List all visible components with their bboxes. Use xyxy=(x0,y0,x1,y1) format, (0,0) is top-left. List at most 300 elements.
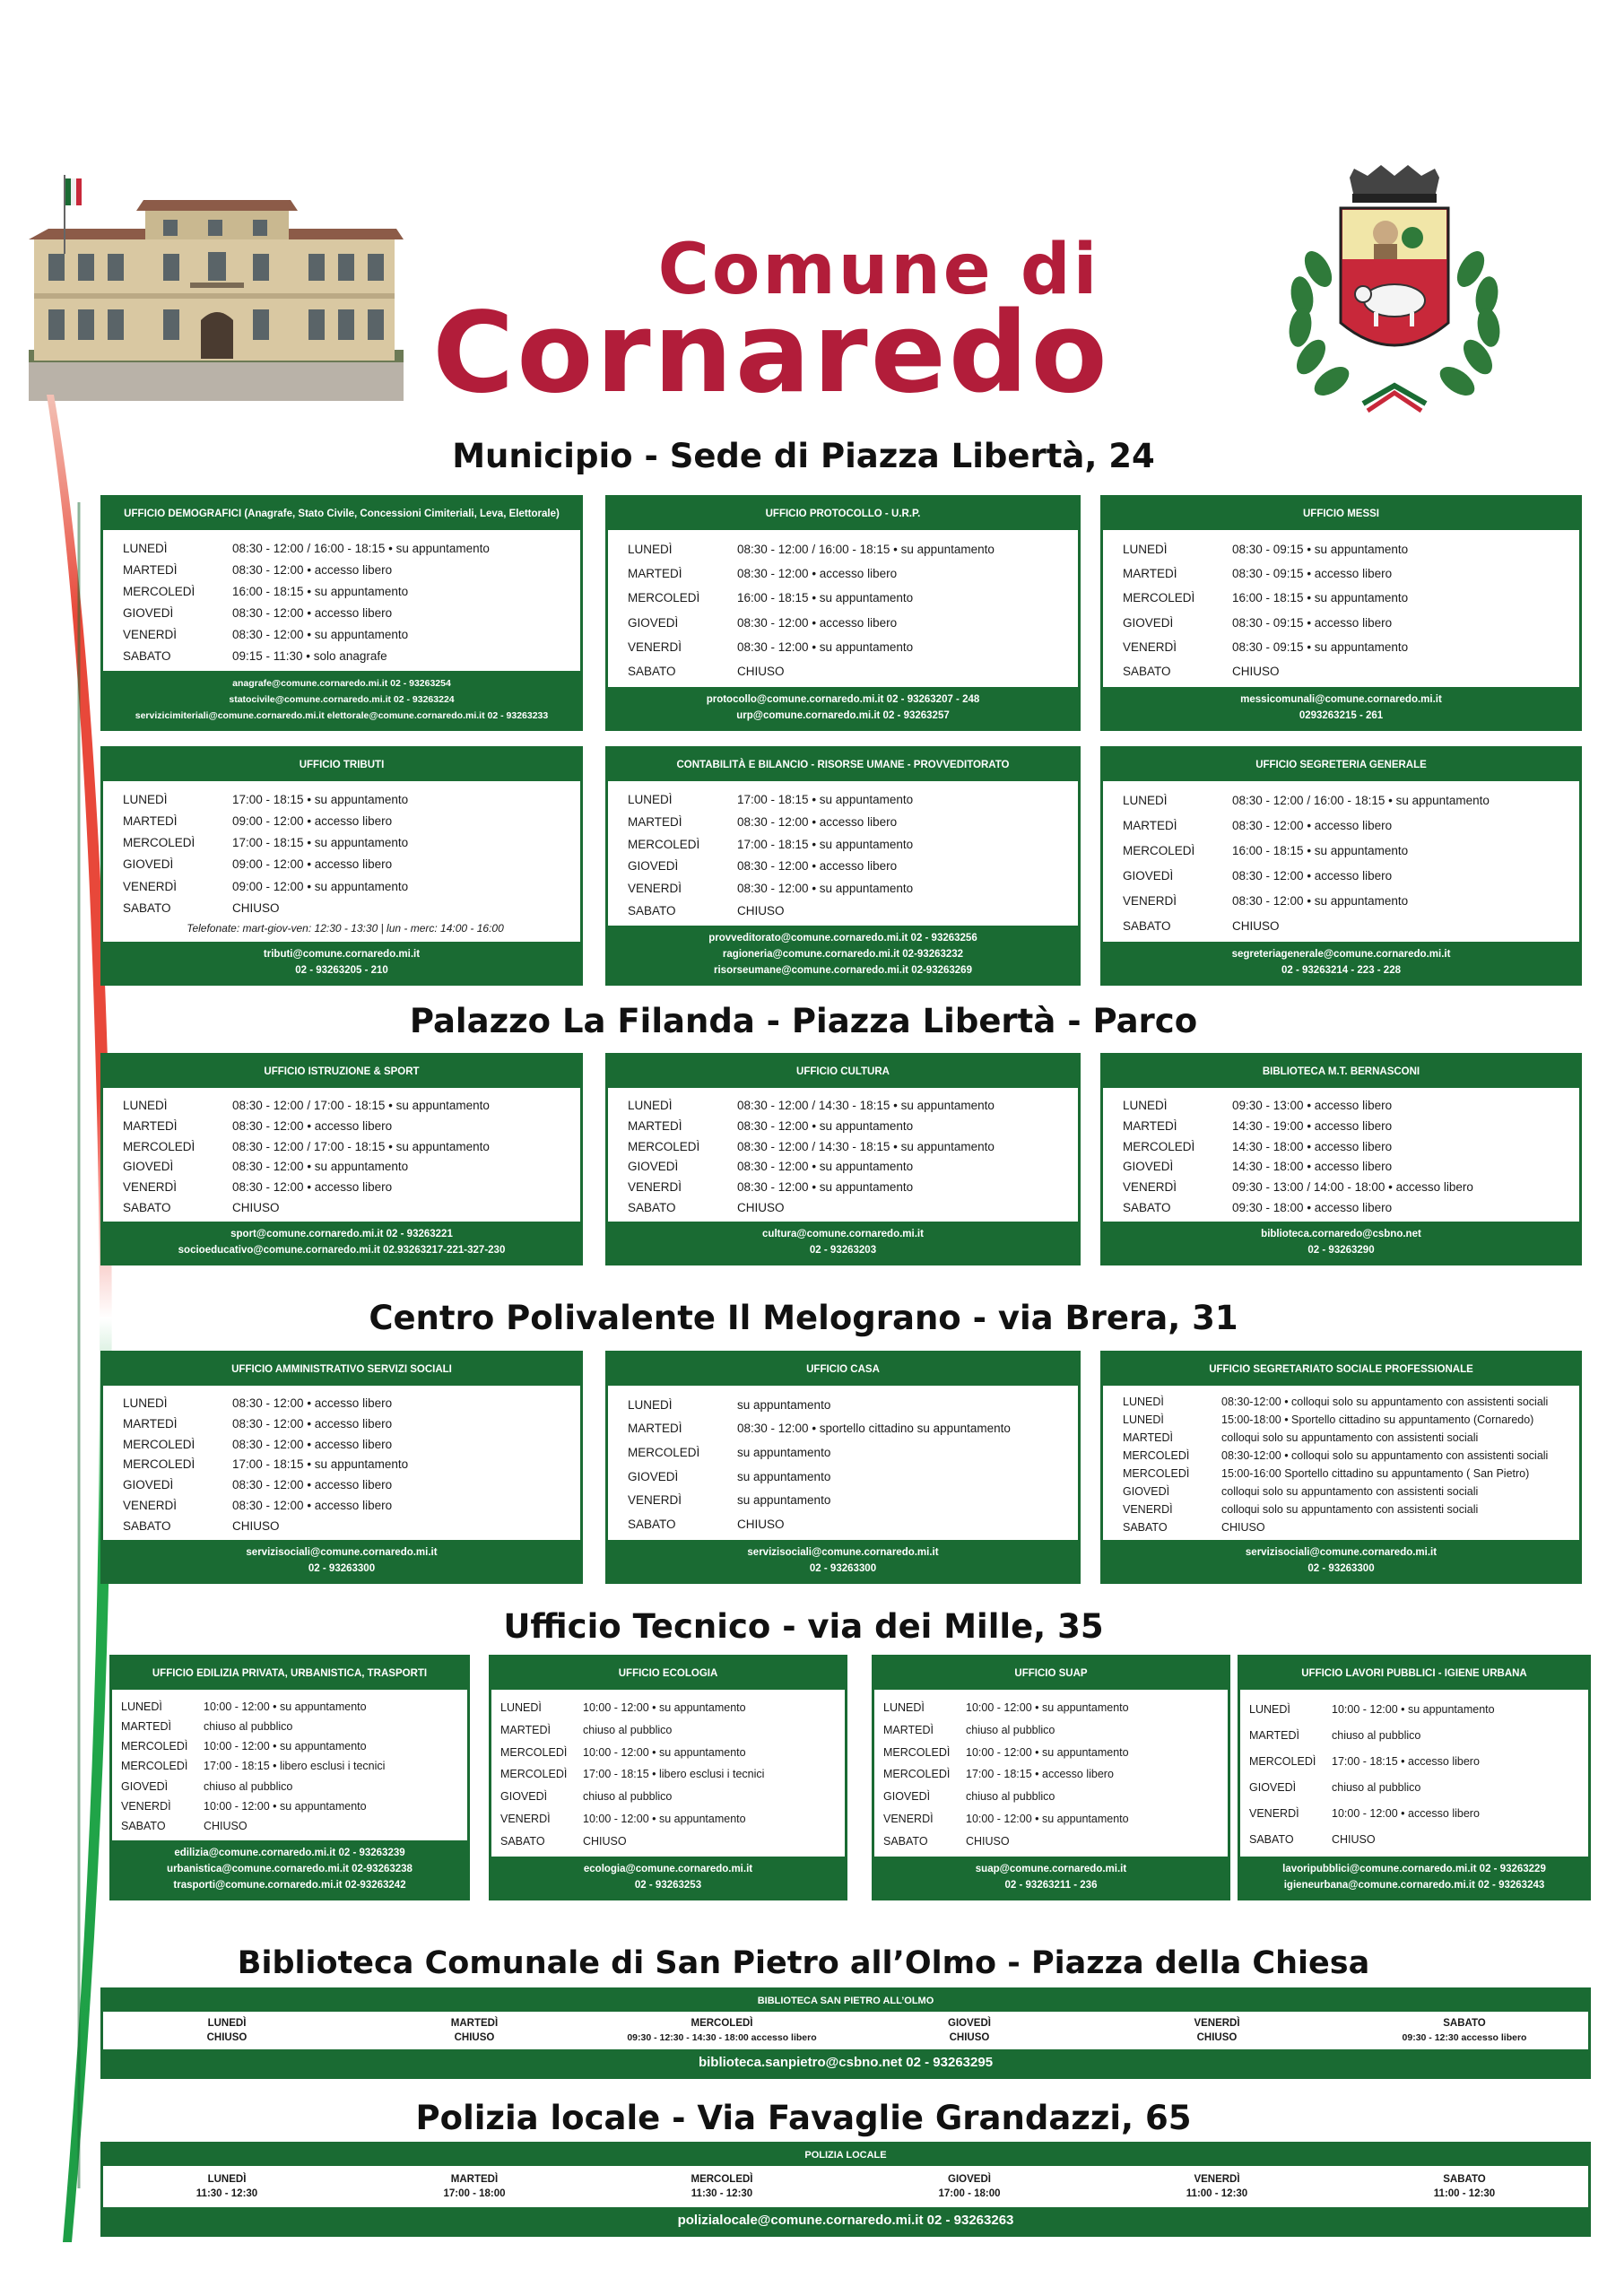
day-label: GIOVEDÌ xyxy=(1123,1484,1170,1498)
day-label: MERCOLEDÌ xyxy=(1123,591,1195,605)
day-hours: chiuso al pubblico xyxy=(966,1790,1055,1804)
schedule-row xyxy=(628,1492,1065,1508)
office-schedule xyxy=(608,1088,1078,1222)
day-label: MERCOLEDÌ xyxy=(123,1139,195,1153)
schedule-row xyxy=(123,1437,568,1452)
day-hours: 09:00 - 12:00 • accesso libero xyxy=(232,857,393,872)
schedule-row xyxy=(628,1517,1065,1532)
week-day-label: MARTEDÌ xyxy=(450,2174,499,2185)
day-hours: 08:30 - 12:00 • accesso libero xyxy=(737,567,898,581)
day-hours: 08:30 - 12:00 / 16:00 - 18:15 • su appuntamento xyxy=(232,541,490,555)
schedule-row xyxy=(1123,918,1567,934)
day-label: VENERDÌ xyxy=(883,1813,934,1826)
day-label: GIOVEDÌ xyxy=(121,1779,169,1793)
contact-line: risorseumane@comune.cornaredo.mi.it 02-93263269 xyxy=(714,965,972,976)
day-label: LUNEDÌ xyxy=(123,541,168,555)
day-label: VENERDÌ xyxy=(1123,1180,1177,1195)
schedule-row xyxy=(628,1139,1065,1154)
office-contacts xyxy=(1103,1222,1579,1263)
contact-line: 02 - 93263205 - 210 xyxy=(295,965,388,976)
schedule-row xyxy=(1123,1466,1567,1482)
contact-line: socioeducativo@comune.cornaredo.mi.it 02.93263217-221-327-230 xyxy=(178,1245,506,1256)
schedule-row xyxy=(121,1719,462,1735)
office-contacts xyxy=(1240,1857,1588,1898)
day-hours: chiuso al pubblico xyxy=(1332,1781,1421,1794)
day-hours: 10:00 - 12:00 • su appuntamento xyxy=(204,1700,367,1713)
day-label: LUNEDÌ xyxy=(500,1700,542,1714)
day-hours: 08:30 - 12:00 • accesso libero xyxy=(737,814,898,829)
office-edilizia-box xyxy=(109,1655,470,1900)
day-label: MERCOLEDÌ xyxy=(500,1745,568,1759)
day-hours: 08:30 - 12:00 • accesso libero xyxy=(1232,819,1393,833)
office-segreteria-box xyxy=(1100,746,1582,986)
week-day xyxy=(1093,2016,1341,2045)
schedule-row xyxy=(628,1421,1065,1436)
schedule-row xyxy=(123,1179,568,1195)
day-hours: 16:00 - 18:15 • su appuntamento xyxy=(1232,591,1409,605)
schedule-row xyxy=(123,813,568,829)
schedule-row xyxy=(123,1518,568,1534)
schedule-row xyxy=(628,1159,1065,1174)
biblioteca-san-pietro-box xyxy=(100,1987,1591,2079)
schedule-row xyxy=(1249,1702,1583,1718)
contact-line: provveditorato@comune.cornaredo.mi.it 02 - 93263256 xyxy=(708,933,977,944)
day-hours: su appuntamento xyxy=(737,1469,831,1483)
day-label: LUNEDÌ xyxy=(883,1700,925,1714)
schedule-row xyxy=(123,1396,568,1411)
day-label: GIOVEDÌ xyxy=(628,1469,679,1483)
schedule-row xyxy=(500,1812,839,1827)
day-hours: 08:30 - 12:00 • su appuntamento xyxy=(737,882,914,896)
day-hours: 17:00 - 18:15 • su appuntamento xyxy=(232,792,409,806)
contact-line: urp@comune.cornaredo.mi.it 02 - 93263257 xyxy=(736,710,950,721)
day-label: SABATO xyxy=(1249,1833,1294,1846)
week-day-label: MERCOLEDÌ xyxy=(691,2018,753,2029)
schedule-row xyxy=(883,1789,1222,1805)
office-contacts xyxy=(1103,687,1579,728)
office-schedule xyxy=(608,530,1078,687)
office-title: UFFICIO SEGRETARIATO SOCIALE PROFESSIONALE xyxy=(1103,1353,1579,1386)
office-tributi-box xyxy=(100,746,583,986)
schedule-row xyxy=(628,566,1065,581)
polizia-locale-title: POLIZIA LOCALE xyxy=(103,2144,1588,2166)
contact-line: ecologia@comune.cornaredo.mi.it xyxy=(583,1864,753,1874)
week-day xyxy=(598,2172,846,2201)
week-day-hours: CHIUSO xyxy=(206,2032,248,2043)
office-contacts xyxy=(608,1222,1078,1263)
schedule-row xyxy=(628,1098,1065,1113)
schedule-row xyxy=(628,903,1065,918)
day-label: MERCOLEDÌ xyxy=(1249,1755,1316,1768)
day-label: MERCOLEDÌ xyxy=(121,1740,188,1753)
day-hours: 09:30 - 13:00 / 14:00 - 18:00 • accesso libero xyxy=(1232,1180,1473,1195)
day-label: LUNEDÌ xyxy=(1123,794,1168,808)
schedule-row xyxy=(123,1159,568,1174)
day-label: SABATO xyxy=(1123,1520,1168,1534)
office-contabilita-box xyxy=(605,746,1081,986)
day-hours: chiuso al pubblico xyxy=(204,1719,293,1733)
day-label: SABATO xyxy=(123,649,171,664)
week-day xyxy=(1341,2172,1588,2201)
day-hours: 08:30 - 12:00 • su appuntamento xyxy=(737,639,914,654)
day-hours: 08:30 - 12:00 • su appuntamento xyxy=(232,628,409,642)
section-municipio-heading: Municipio - Sede di Piazza Libertà, 24 xyxy=(452,437,1155,475)
schedule-row xyxy=(628,792,1065,807)
schedule-row xyxy=(883,1834,1222,1849)
office-contacts xyxy=(103,671,580,728)
day-label: LUNEDÌ xyxy=(1249,1703,1290,1716)
office-schedule xyxy=(608,1386,1078,1540)
office-title: CONTABILITÀ E BILANCIO - RISORSE UMANE - PROVVEDITORATO xyxy=(608,749,1078,781)
schedule-row xyxy=(1123,664,1567,679)
office-messi-box xyxy=(1100,495,1582,731)
day-hours: 10:00 - 12:00 • su appuntamento xyxy=(204,1740,367,1753)
day-label: SABATO xyxy=(628,664,676,678)
contact-line: ragioneria@comune.cornaredo.mi.it 02-93263232 xyxy=(722,949,964,960)
day-hours: 10:00 - 12:00 • su appuntamento xyxy=(204,1800,367,1813)
schedule-row xyxy=(123,1139,568,1154)
week-day-label: LUNEDÌ xyxy=(207,2174,247,2185)
contact-line: tributi@comune.cornaredo.mi.it xyxy=(263,949,421,960)
day-label: LUNEDÌ xyxy=(123,792,168,806)
day-hours: 08:30 - 12:00 / 17:00 - 18:15 • su appuntamento xyxy=(232,1098,490,1112)
office-cultura-box xyxy=(605,1053,1081,1265)
schedule-row xyxy=(1123,893,1567,909)
day-hours: 08:30 - 09:15 • su appuntamento xyxy=(1232,543,1409,557)
day-hours: chiuso al pubblico xyxy=(966,1723,1055,1736)
day-hours: 08:30 - 12:00 • accesso libero xyxy=(232,562,393,577)
day-hours: 17:00 - 18:15 • su appuntamento xyxy=(737,837,914,851)
day-hours: 10:00 - 12:00 • su appuntamento xyxy=(966,1745,1129,1759)
schedule-row xyxy=(1123,566,1567,581)
day-hours: 10:00 - 12:00 • su appuntamento xyxy=(1332,1703,1495,1716)
biblioteca-san-pietro-title: BIBLIOTECA SAN PIETRO ALL’OLMO xyxy=(103,1990,1588,2012)
schedule-row xyxy=(500,1745,839,1761)
week-day-hours: 11:30 - 12:30 xyxy=(195,2188,258,2199)
day-hours: 08:30 - 09:15 • su appuntamento xyxy=(1232,639,1409,654)
day-label: MERCOLEDÌ xyxy=(123,836,195,850)
schedule-row xyxy=(883,1723,1222,1738)
section-melograno-heading: Centro Polivalente Il Melograno - via Brera, 31 xyxy=(369,1299,1238,1337)
contact-line: anagrafe@comune.cornaredo.mi.it 02 - 93263254 xyxy=(232,678,451,689)
day-label: MARTEDÌ xyxy=(500,1723,552,1736)
schedule-row xyxy=(1123,843,1567,858)
day-label: LUNEDÌ xyxy=(1123,543,1168,557)
day-label: LUNEDÌ xyxy=(1123,1413,1164,1426)
schedule-row xyxy=(1123,1395,1567,1410)
day-label: SABATO xyxy=(123,1518,171,1533)
day-label: MARTEDÌ xyxy=(1123,819,1177,833)
contact-line: cultura@comune.cornaredo.mi.it xyxy=(762,1229,924,1239)
schedule-row xyxy=(628,590,1065,605)
schedule-row xyxy=(628,881,1065,896)
day-hours: 08:30 - 12:00 • su appuntamento xyxy=(737,1160,914,1174)
day-label: VENERDÌ xyxy=(121,1800,171,1813)
day-label: GIOVEDÌ xyxy=(500,1790,548,1804)
day-hours: 08:30 - 12:00 • accesso libero xyxy=(232,1499,393,1513)
contact-line: protocollo@comune.cornaredo.mi.it 02 - 93263207 - 248 xyxy=(706,694,980,705)
day-hours: CHIUSO xyxy=(204,1820,248,1833)
day-hours: 08:30 - 12:00 • accesso libero xyxy=(232,1416,393,1431)
contact-line: 02 - 93263300 xyxy=(809,1563,877,1574)
day-label: GIOVEDÌ xyxy=(628,1160,679,1174)
day-label: MARTEDÌ xyxy=(628,567,682,581)
schedule-row xyxy=(1123,1484,1567,1500)
office-title: UFFICIO SEGRETERIA GENERALE xyxy=(1103,749,1579,781)
schedule-row xyxy=(500,1700,839,1716)
day-label: VENERDÌ xyxy=(500,1813,551,1826)
contact-line: 02 - 93263203 xyxy=(809,1245,877,1256)
schedule-row xyxy=(123,605,568,621)
office-schedule xyxy=(112,1690,467,1840)
day-label: MERCOLEDÌ xyxy=(123,1437,195,1451)
schedule-row xyxy=(1123,1159,1567,1174)
day-label: LUNEDÌ xyxy=(1123,1395,1164,1408)
day-label: LUNEDÌ xyxy=(121,1700,162,1713)
schedule-row xyxy=(1249,1832,1583,1848)
day-hours: chiuso al pubblico xyxy=(204,1779,293,1793)
town-hall-photo xyxy=(29,175,404,401)
title-line-2: Cornaredo xyxy=(432,289,1110,418)
office-contacts xyxy=(1103,1540,1579,1581)
office-segretariato-sociale-box xyxy=(1100,1351,1582,1584)
day-label: LUNEDÌ xyxy=(628,543,673,557)
day-hours: 10:00 - 12:00 • accesso libero xyxy=(1332,1807,1480,1820)
week-day xyxy=(598,2016,846,2045)
day-hours: CHIUSO xyxy=(232,1518,280,1533)
day-hours: 08:30 - 12:00 / 16:00 - 18:15 • su appuntamento xyxy=(1232,794,1490,808)
day-label: SABATO xyxy=(1123,918,1171,933)
schedule-row xyxy=(1123,639,1567,655)
day-hours: 08:30 - 12:00 • accesso libero xyxy=(232,1478,393,1492)
week-day xyxy=(103,2172,351,2201)
schedule-row xyxy=(1123,793,1567,808)
day-hours: 16:00 - 18:15 • su appuntamento xyxy=(232,584,409,598)
day-label: VENERDÌ xyxy=(1123,893,1177,908)
day-label: LUNEDÌ xyxy=(1123,1098,1168,1112)
day-label: LUNEDÌ xyxy=(123,1396,168,1410)
day-label: GIOVEDÌ xyxy=(1123,1160,1174,1174)
schedule-row xyxy=(500,1789,839,1805)
office-contacts xyxy=(608,687,1078,728)
day-label: MERCOLEDÌ xyxy=(123,1457,195,1472)
day-hours: 08:30 - 12:00 / 14:30 - 18:15 • su appuntamento xyxy=(737,1098,995,1112)
day-label: SABATO xyxy=(500,1834,545,1848)
office-title: UFFICIO ISTRUZIONE & SPORT xyxy=(103,1056,580,1088)
day-hours: 17:00 - 18:15 • accesso libero xyxy=(1332,1755,1480,1768)
schedule-row xyxy=(628,615,1065,631)
schedule-row xyxy=(123,879,568,894)
day-hours: 14:30 - 18:00 • accesso libero xyxy=(1232,1139,1393,1153)
day-hours: 08:30 - 12:00 • accesso libero xyxy=(232,1180,393,1195)
day-label: VENERDÌ xyxy=(123,628,178,642)
office-suap-box xyxy=(872,1655,1230,1900)
day-label: SABATO xyxy=(121,1820,166,1833)
day-label: SABATO xyxy=(628,1201,676,1215)
contact-line: segreteriagenerale@comune.cornaredo.mi.it xyxy=(1231,949,1451,960)
schedule-row xyxy=(628,1445,1065,1460)
day-hours: 08:30 - 12:00 • sportello cittadino su appuntamento xyxy=(737,1422,1011,1436)
office-schedule xyxy=(1103,781,1579,942)
day-hours: 14:30 - 19:00 • accesso libero xyxy=(1232,1118,1393,1133)
schedule-row xyxy=(1123,1431,1567,1446)
office-schedule xyxy=(1103,530,1579,687)
day-label: GIOVEDÌ xyxy=(123,1160,174,1174)
day-label: SABATO xyxy=(123,1201,171,1215)
schedule-row xyxy=(123,584,568,599)
day-label: SABATO xyxy=(883,1834,928,1848)
schedule-row xyxy=(883,1812,1222,1827)
schedule-row xyxy=(500,1723,839,1738)
office-title: UFFICIO CULTURA xyxy=(608,1056,1078,1088)
day-label: LUNEDÌ xyxy=(123,1098,168,1112)
contact-line: urbanistica@comune.cornaredo.mi.it 02-93263238 xyxy=(167,1864,413,1874)
schedule-row xyxy=(1123,542,1567,557)
week-day-label: SABATO xyxy=(1443,2018,1486,2029)
office-contacts xyxy=(103,1540,580,1581)
day-label: MARTEDÌ xyxy=(123,1118,178,1133)
schedule-row xyxy=(1123,1200,1567,1215)
day-hours: 09:00 - 12:00 • accesso libero xyxy=(232,813,393,828)
day-label: MERCOLEDÌ xyxy=(628,1446,700,1460)
day-hours: 08:30 - 12:00 • accesso libero xyxy=(232,1118,393,1133)
day-label: VENERDÌ xyxy=(123,1180,178,1195)
schedule-row xyxy=(121,1700,462,1715)
day-label: MERCOLEDÌ xyxy=(500,1768,568,1781)
day-hours: 10:00 - 12:00 • su appuntamento xyxy=(966,1813,1129,1826)
day-hours: CHIUSO xyxy=(232,1201,280,1215)
week-day-hours: 11:00 - 12:30 xyxy=(1186,2188,1248,2199)
contact-line: sport@comune.cornaredo.mi.it 02 - 93263221 xyxy=(230,1229,453,1239)
office-biblioteca-bernasconi-box xyxy=(1100,1053,1582,1265)
schedule-row xyxy=(1123,1098,1567,1113)
polizia-locale-box xyxy=(100,2142,1591,2237)
contact-line: servizisociali@comune.cornaredo.mi.it xyxy=(1245,1547,1438,1558)
day-label: VENERDÌ xyxy=(628,882,682,896)
week-day-hours: 09:30 - 12:30 accesso libero xyxy=(1402,2032,1527,2043)
office-contacts xyxy=(112,1840,467,1898)
schedule-row xyxy=(123,1200,568,1215)
day-hours: 10:00 - 12:00 • su appuntamento xyxy=(583,1813,746,1826)
day-label: MARTEDÌ xyxy=(1249,1729,1300,1742)
schedule-row xyxy=(1123,1139,1567,1154)
biblioteca-san-pietro-contact: biblioteca.sanpietro@csbno.net 02 - 93263295 xyxy=(103,2049,1588,2076)
day-hours: CHIUSO xyxy=(1332,1833,1376,1846)
contact-line: edilizia@comune.cornaredo.mi.it 02 - 93263239 xyxy=(174,1848,405,1858)
day-hours: colloqui solo su appuntamento con assistenti sociali xyxy=(1221,1431,1479,1444)
office-protocollo-box xyxy=(605,495,1081,731)
schedule-row xyxy=(123,1477,568,1492)
day-label: MERCOLEDÌ xyxy=(883,1768,951,1781)
day-hours: 08:30 - 12:00 • su appuntamento xyxy=(232,1160,409,1174)
day-label: MARTEDÌ xyxy=(628,1422,682,1436)
contact-line: servizisociali@comune.cornaredo.mi.it xyxy=(246,1547,438,1558)
schedule-row xyxy=(883,1745,1222,1761)
office-title: UFFICIO LAVORI PUBBLICI - IGIENE URBANA xyxy=(1240,1657,1588,1690)
day-hours: 16:00 - 18:15 • su appuntamento xyxy=(1232,844,1409,858)
contact-line: 02 - 93263300 xyxy=(308,1563,376,1574)
schedule-row xyxy=(123,1118,568,1134)
schedule-row xyxy=(1123,868,1567,883)
contact-line: statocivile@comune.cornaredo.mi.it 02 - 93263224 xyxy=(229,694,455,705)
office-schedule xyxy=(103,1386,580,1540)
schedule-row xyxy=(123,1416,568,1431)
office-istruzione-box xyxy=(100,1053,583,1265)
schedule-row xyxy=(121,1759,462,1774)
office-contacts xyxy=(608,926,1078,983)
day-label: MARTEDÌ xyxy=(123,813,178,828)
contact-line: lavoripubblici@comune.cornaredo.mi.it 02 - 93263229 xyxy=(1282,1864,1546,1874)
contact-line: igieneurbana@comune.cornaredo.mi.it 02 - 93263243 xyxy=(1283,1880,1545,1891)
day-hours: 17:00 - 18:15 • accesso libero xyxy=(966,1768,1114,1781)
office-title: BIBLIOTECA M.T. BERNASCONI xyxy=(1103,1056,1579,1088)
schedule-row xyxy=(1123,1179,1567,1195)
schedule-row xyxy=(1123,590,1567,605)
coat-of-arms-icon xyxy=(1255,161,1533,430)
contact-line: servizisociali@comune.cornaredo.mi.it xyxy=(747,1547,939,1558)
week-day xyxy=(351,2016,598,2045)
day-hours: 08:30 - 12:00 • accesso libero xyxy=(232,1437,393,1451)
schedule-row xyxy=(123,792,568,807)
day-hours: 08:30 - 09:15 • accesso libero xyxy=(1232,567,1393,581)
office-title: UFFICIO ECOLOGIA xyxy=(491,1657,845,1690)
day-hours: 09:30 - 13:00 • accesso libero xyxy=(1232,1098,1393,1112)
day-hours: 08:30 - 12:00 • accesso libero xyxy=(737,615,898,630)
office-schedule xyxy=(1103,1386,1579,1540)
contact-line: 02 - 93263253 xyxy=(634,1880,702,1891)
schedule-row xyxy=(500,1767,839,1782)
week-day-label: LUNEDÌ xyxy=(207,2018,247,2029)
schedule-row xyxy=(500,1834,839,1849)
day-hours: 14:30 - 18:00 • accesso libero xyxy=(1232,1160,1393,1174)
schedule-row xyxy=(123,857,568,872)
day-label: MARTEDÌ xyxy=(123,562,178,577)
week-day-label: GIOVEDÌ xyxy=(948,2018,991,2029)
section-biblioteca-sp-heading: Biblioteca Comunale di San Pietro all’Olmo - Piazza della Chiesa xyxy=(237,1945,1370,1981)
schedule-row xyxy=(123,900,568,916)
day-label: MERCOLEDÌ xyxy=(628,837,700,851)
day-hours: 10:00 - 12:00 • su appuntamento xyxy=(966,1700,1129,1714)
day-hours: CHIUSO xyxy=(583,1834,627,1848)
day-label: MERCOLEDÌ xyxy=(628,591,700,605)
day-label: MERCOLEDÌ xyxy=(1123,844,1195,858)
schedule-row xyxy=(1123,1413,1567,1428)
schedule-row xyxy=(628,814,1065,830)
office-title: UFFICIO PROTOCOLLO - U.R.P. xyxy=(608,498,1078,530)
schedule-row xyxy=(628,664,1065,679)
day-label: MERCOLEDÌ xyxy=(123,584,195,598)
day-hours: 08:30-12:00 • colloqui solo su appuntamento con assistenti sociali xyxy=(1221,1395,1549,1408)
week-day-hours: CHIUSO xyxy=(454,2032,495,2043)
week-day xyxy=(846,2016,1093,2045)
schedule-row xyxy=(123,541,568,556)
schedule-row xyxy=(1249,1780,1583,1796)
day-hours: chiuso al pubblico xyxy=(1332,1729,1421,1742)
schedule-row xyxy=(628,837,1065,852)
day-label: MARTEDÌ xyxy=(883,1723,934,1736)
day-hours: 17:00 - 18:15 • su appuntamento xyxy=(232,836,409,850)
day-label: MERCOLEDÌ xyxy=(121,1760,188,1773)
week-day-hours: 09:30 - 12:30 - 14:30 - 18:00 accesso libero xyxy=(627,2032,817,2043)
day-hours: 08:30 - 09:15 • accesso libero xyxy=(1232,615,1393,630)
day-hours: CHIUSO xyxy=(737,1201,785,1215)
office-schedule xyxy=(1103,1088,1579,1222)
section-filanda-heading: Palazzo La Filanda - Piazza Libertà - Parco xyxy=(409,1002,1198,1040)
office-title: UFFICIO AMMINISTRATIVO SERVIZI SOCIALI xyxy=(103,1353,580,1386)
contact-line: 02 - 93263290 xyxy=(1307,1245,1375,1256)
contact-line: suap@comune.cornaredo.mi.it xyxy=(975,1864,1127,1874)
contact-line: 02 - 93263211 - 236 xyxy=(1004,1880,1098,1891)
